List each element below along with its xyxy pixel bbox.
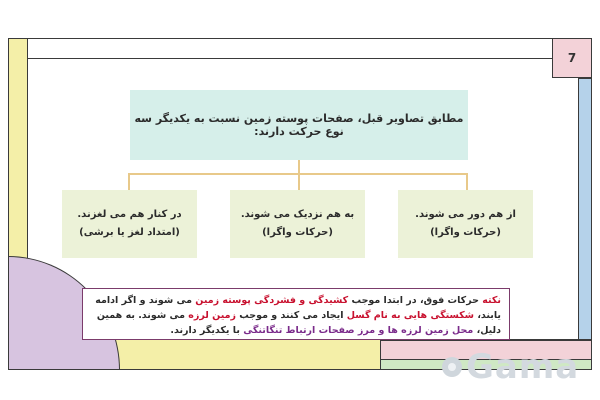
connector-mid: [298, 173, 300, 190]
blue-strip: [578, 78, 592, 340]
note-text-5: با یکدیگر دارند.: [170, 325, 244, 336]
movement-transform-title: در کنار هم می لغزند.: [77, 209, 182, 220]
movement-divergent-title: از هم دور می شوند.: [415, 209, 516, 220]
movement-divergent-subtitle: (حرکات واگرا): [430, 227, 501, 238]
note-highlight-4: محل زمین لرزه ها و مرز صفحات ارتباط تنگاتنگی: [243, 325, 474, 336]
main-statement-box: [130, 90, 468, 160]
watermark-text: Gama: [466, 347, 580, 387]
movement-box-divergent: [398, 190, 533, 258]
note-text-3: ایجاد می کنند و موجب: [235, 310, 347, 321]
main-statement-text: مطابق تصاویر قبل، صفحات پوسته زمین نسبت به یکدیگر سه نوع حرکت دارند:: [134, 112, 464, 138]
note-label: نکته: [482, 295, 501, 306]
page-number-badge: 7: [552, 38, 592, 78]
note-text-2: می شوند و اگر ادامه یابند،: [95, 295, 501, 321]
note-highlight-3: زمین لرزه: [188, 310, 236, 321]
movement-transform-subtitle: (امتداد لغز یا برشی): [79, 227, 180, 238]
movement-box-transform: [62, 190, 197, 258]
note-text-1: حرکات فوق، در ابتدا موجب: [348, 295, 483, 306]
movement-convergent-subtitle: (حرکات واگرا): [262, 227, 333, 238]
connector-right: [466, 173, 468, 190]
note-text-4: می شوند. به همین دلیل،: [96, 310, 501, 336]
connector-stem: [298, 160, 300, 174]
gama-logo-icon: [442, 357, 462, 377]
note-highlight-1: کشیدگی و فشردگی پوسته زمین: [195, 295, 349, 306]
note-highlight-2: شکستگی هایی به نام گسل: [346, 310, 475, 321]
movement-convergent-title: به هم نزدیک می شوند.: [240, 209, 355, 220]
top-divider-line: [27, 58, 553, 59]
note-box: [82, 288, 510, 340]
gama-watermark: [442, 347, 580, 387]
movement-box-convergent: [230, 190, 365, 258]
connector-left: [128, 173, 130, 190]
